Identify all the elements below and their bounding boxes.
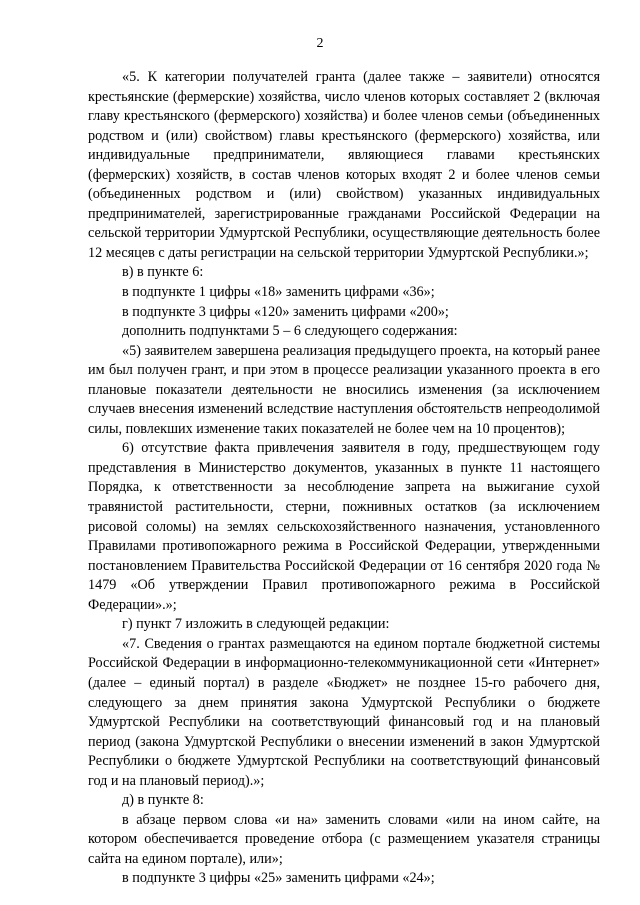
paragraph-first-indent-amend: в абзаце первом слова «и на» заменить словами «или на ином сайте, на котором обеспечивается проведение отбора (с размещением указателя страницы сайта на едином портале), или»; xyxy=(88,811,600,867)
paragraph-subitem-d: д) в пункте 8: xyxy=(122,792,204,809)
page-number: 2 xyxy=(316,36,324,51)
paragraph-amend-subpoint-3: в подпункте 3 цифры «120» заменить цифрами «200»; xyxy=(122,303,449,320)
paragraph-subpoint-3-amend: в подпункте 3 цифры «25» заменить цифрами «24»; xyxy=(122,870,435,887)
paragraph-subitem-g: г) пункт 7 изложить в следующей редакции: xyxy=(122,616,390,633)
paragraph-add-subpoints: дополнить подпунктами 5 – 6 следующего содержания: xyxy=(122,323,458,340)
document-body xyxy=(88,68,600,889)
paragraph-subitem-v: в) в пункте 6: xyxy=(122,264,204,281)
paragraph-amend-subpoint-1: в подпункте 1 цифры «18» заменить цифрами «36»; xyxy=(122,284,435,301)
paragraph-subpoint-5: «5) заявителем завершена реализация предыдущего проекта, на который ранее им был получен грант, и при этом в процессе реализации указанного проекта в его плановые показатели деятельности не вносились изменения (за исключением случаев внесения изменений вследствие наступления обстоятельств непреодолимой силы, повлекших изменение таких показателей не более чем на 10 процентов); xyxy=(88,342,600,437)
paragraph-item-7: «7. Сведения о грантах размещаются на едином портале бюджетной системы Российской Федерации в информационно-телекоммуникационной сети «Интернет» (далее – единый портал) в разделе «Бюджет» не позднее 15-го рабочего дня, следующего за днем принятия закона Удмуртской Республики о бюджете Удмуртской Республики на соответствующий финансовый год и на плановый период (закона Удмуртской Республики о внесении изменений в закон Удмуртской Республики о бюджете Удмуртской Республики на соответствующий финансовый год и на плановый период).»; xyxy=(88,635,600,789)
paragraph-item-5: «5. К категории получателей гранта (далее также – заявители) относятся крестьянские (фермерские) хозяйства, число членов которых составляет 2 (включая главу крестьянского (фермерского) хозяйства) и более членов семьи (объединенных родством и (или) свойством) главы крестьянского (фермерского) хозяйства, или индивидуальные предприниматели, являющиеся главами крестьянских (фермерских) хозяйств, в состав членов которых входят 2 и более членов семьи (объединенных родством и (или) свойством) указанных индивидуальных предпринимателей, зарегистрированные гражданами Российской Федерации на сельской территории Удмуртской Республики, осуществляющие деятельность более 12 месяцев с даты регистрации на сельской территории Удмуртской Республики.»; xyxy=(88,69,600,261)
paragraph-subpoint-6: 6) отсутствие факта привлечения заявителя в году, предшествующем году представления в Министерство документов, указанных в пункте 11 настоящего Порядка, к ответственности за несоблюдение запрета на выжигание сухой травянистой растительности, стерни, пожнивных остатков (за исключением рисовой соломы) на землях сельскохозяйственного назначения, установленного Правилами противопожарного режима в Российской Федерации, утвержденными постановлением Правительства Российской Федерации от 16 сентября 2020 года № 1479 «Об утверждении Правил противопожарного режима в Российской Федерации».»; xyxy=(88,440,600,613)
